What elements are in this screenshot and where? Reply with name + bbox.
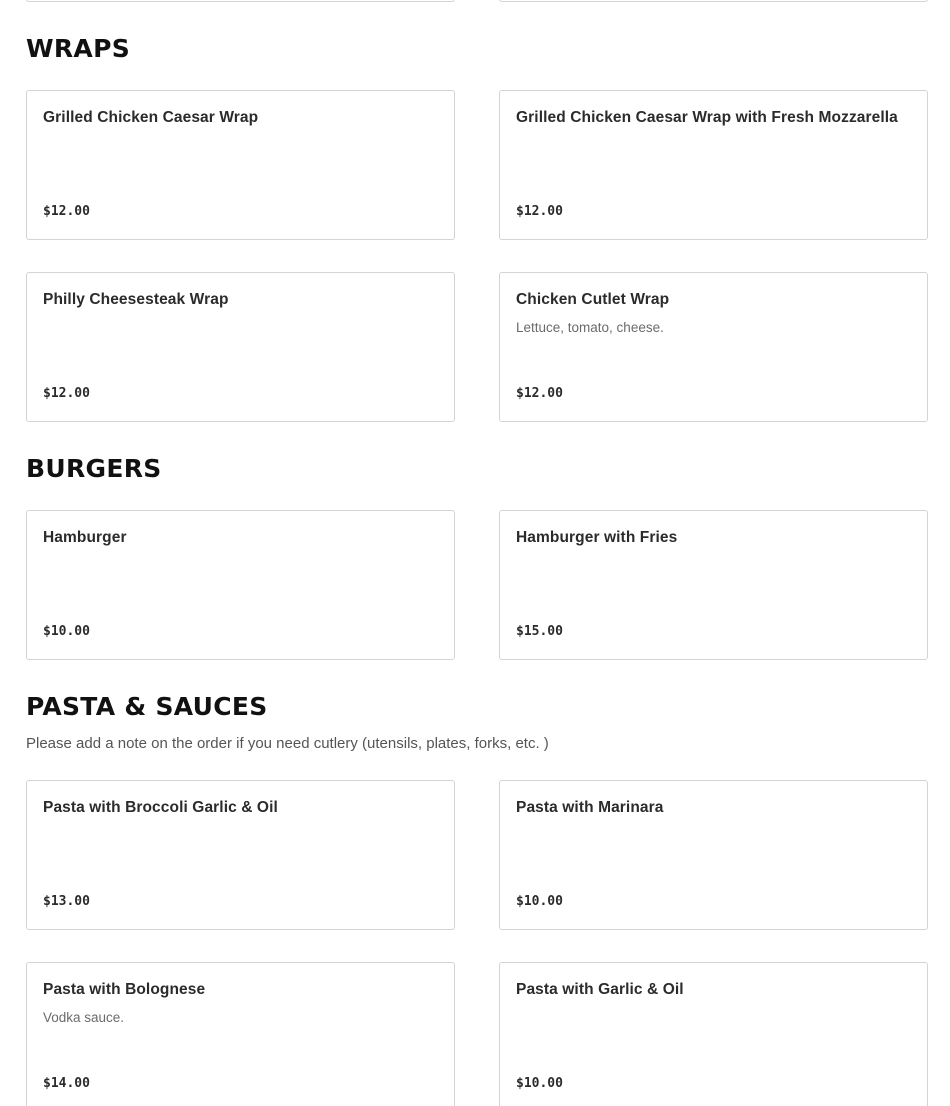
menu-item-name: Pasta with Bolognese xyxy=(43,981,206,998)
section-note-cutlery: Please add a note on the order if you need cutlery (utensils, plates, forks, etc. ) xyxy=(26,735,549,752)
menu-item-price: $12.00 xyxy=(516,386,563,401)
menu-item-price: $12.00 xyxy=(43,386,90,401)
section-title-burgers: BURGERS xyxy=(26,454,162,483)
menu-item-card[interactable] xyxy=(499,962,928,1106)
menu-item-name: Hamburger xyxy=(43,529,127,546)
menu-item-card[interactable] xyxy=(499,510,928,660)
menu-item-price: $10.00 xyxy=(516,1076,563,1091)
menu-item-price: $15.00 xyxy=(516,624,563,639)
section-title-pasta: PASTA & SAUCES xyxy=(26,692,268,721)
section-title-wraps: WRAPS xyxy=(26,34,131,63)
menu-item-price: $13.00 xyxy=(43,894,90,909)
menu-item-card-previous[interactable] xyxy=(499,0,928,2)
menu-item-card[interactable] xyxy=(26,90,455,240)
menu-item-price: $12.00 xyxy=(43,204,90,219)
menu-item-price: $10.00 xyxy=(43,624,90,639)
menu-item-card[interactable] xyxy=(499,90,928,240)
menu-item-description: Lettuce, tomato, cheese. xyxy=(516,320,664,335)
menu-item-price: $12.00 xyxy=(516,204,563,219)
menu-item-card[interactable] xyxy=(499,272,928,422)
menu-item-name: Pasta with Broccoli Garlic & Oil xyxy=(43,799,278,816)
menu-item-price: $14.00 xyxy=(43,1076,90,1091)
menu-item-name: Grilled Chicken Caesar Wrap xyxy=(43,109,259,126)
menu-item-description: Vodka sauce. xyxy=(43,1010,125,1025)
menu-item-card[interactable] xyxy=(26,962,455,1106)
menu-item-card[interactable] xyxy=(26,780,455,930)
menu-item-card[interactable] xyxy=(499,780,928,930)
menu-item-card[interactable] xyxy=(26,272,455,422)
menu-item-name: Grilled Chicken Caesar Wrap with Fresh Mozzarella xyxy=(516,109,898,126)
menu-item-name: Philly Cheesesteak Wrap xyxy=(43,291,229,308)
menu-item-name: Pasta with Marinara xyxy=(516,799,664,816)
menu-item-name: Pasta with Garlic & Oil xyxy=(516,981,684,998)
menu-item-name: Hamburger with Fries xyxy=(516,529,678,546)
menu-item-price: $10.00 xyxy=(516,894,563,909)
menu-item-name: Chicken Cutlet Wrap xyxy=(516,291,670,308)
menu-item-card-previous[interactable] xyxy=(26,0,455,2)
menu-item-card[interactable] xyxy=(26,510,455,660)
